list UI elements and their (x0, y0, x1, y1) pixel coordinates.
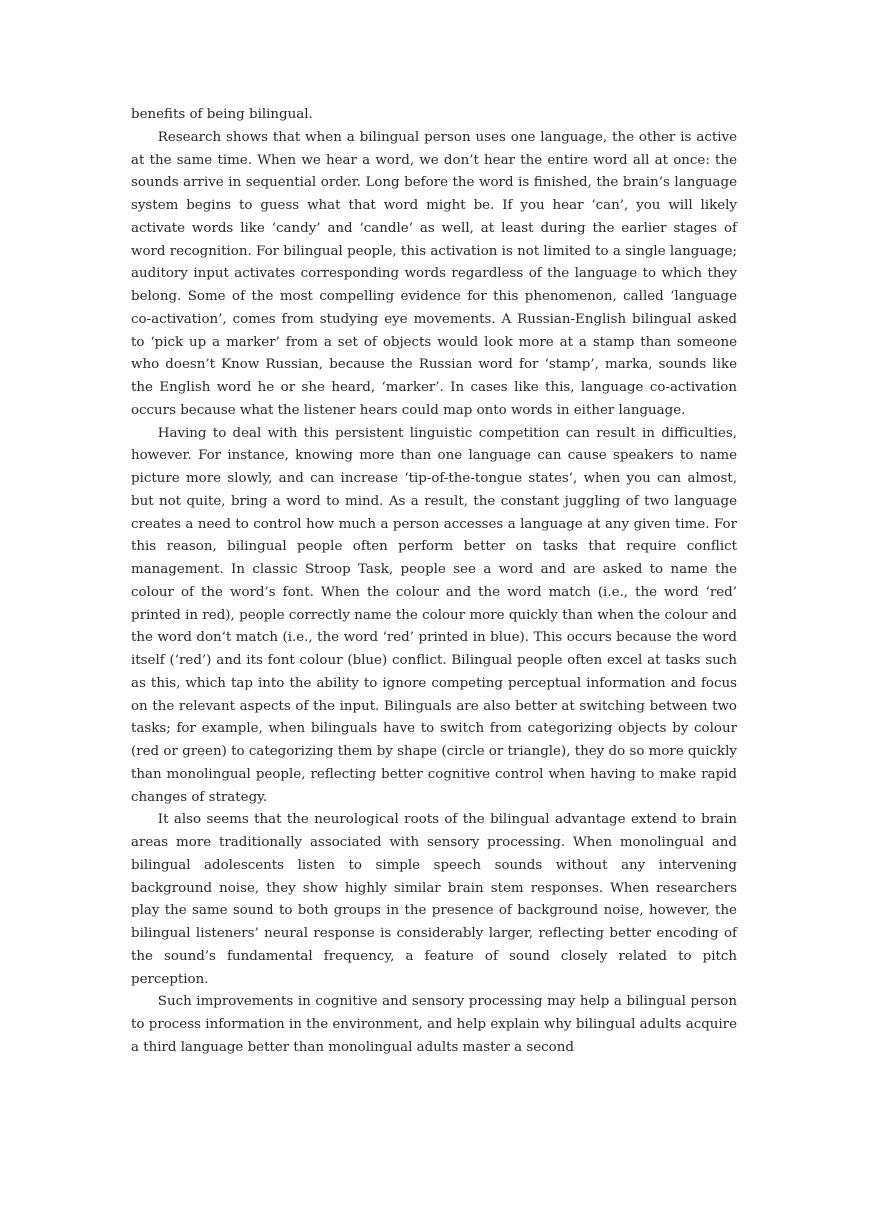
paragraph-coactivation: Research shows that when a bilingual person uses one language, the other is active at the same time. When we hear a word, we don’t hear the entire word all at once: the sounds arrive in sequential order. Long before the word is finished, the brain’s language system begins to guess what that word might be. If you hear ‘can’, you will likely activate words like ‘candy’ and ‘candle’ as well, at least during the earlier stages of word recognition. For bilingual people, this activation is not limited to a single language; auditory input activates corresponding words regardless of the language to which they belong. Some of the most compelling evidence for this phenomenon, called ‘language co-activation’, comes from studying eye movements. A Russian-English bilingual asked to ‘pick up a marker’ from a set of objects would look more at a stamp than someone who doesn’t Know Russian, because the Russian word for ‘stamp’, marka, sounds like the English word he or she heard, ‘marker’. In cases like this, language co-activation occurs because what the listener hears could map onto words in either language. (131, 129, 737, 418)
paragraph-improvements: Such improvements in cognitive and sensory processing may help a bilingual person to process information in the environment, and help explain why bilingual adults acquire a third language better than monolingual adults master a second (131, 994, 737, 1055)
paragraph-sensory: It also seems that the neurological roots of the bilingual advantage extend to brain areas more traditionally associated with sensory processing. When monolingual and bilingual adolescents listen to simple speech sounds without any intervening background noise, they show highly similar brain stem responses. When researchers play the same sound to both groups in the presence of background noise, however, the bilingual listeners’ neural response is considerably larger, reflecting better encoding of the sound’s fundamental frequency, a feature of sound closely related to pitch perception. (131, 812, 737, 987)
paragraph-competition: Having to deal with this persistent linguistic competition can result in difficulties, however. For instance, knowing more than one language can cause speakers to name picture more slowly, and can increase ‘tip-of-the-tongue states’, when you can almost, but not quite, bring a word to mind. As a result, the constant juggling of two language creates a need to control how much a person accesses a language at any given time. For this reason, bilingual people often perform better on tasks that require conflict management. In classic Stroop Task, people see a word and are asked to name the colour of the word’s font. When the colour and the word match (i.e., the word ‘red’ printed in red), people correctly name the colour more quickly than when the colour and the word don’t match (i.e., the word ‘red’ printed in blue). This occurs because the word itself (‘red’) and its font colour (blue) conflict. Bilingual people often excel at tasks such as this, which tap into the ability to ignore competing perceptual information and focus on the relevant aspects of the input. Bilinguals are also better at switching between two tasks; for example, when bilinguals have to switch from categorizing objects by colour (red or green) to categorizing them by shape (circle or triangle), they do so more quickly than monolingual people, reflecting better cognitive control when having to make rapid changes of strategy. (131, 425, 737, 805)
document-page (131, 104, 737, 1060)
paragraph-continuation: benefits of being bilingual. (131, 107, 313, 122)
